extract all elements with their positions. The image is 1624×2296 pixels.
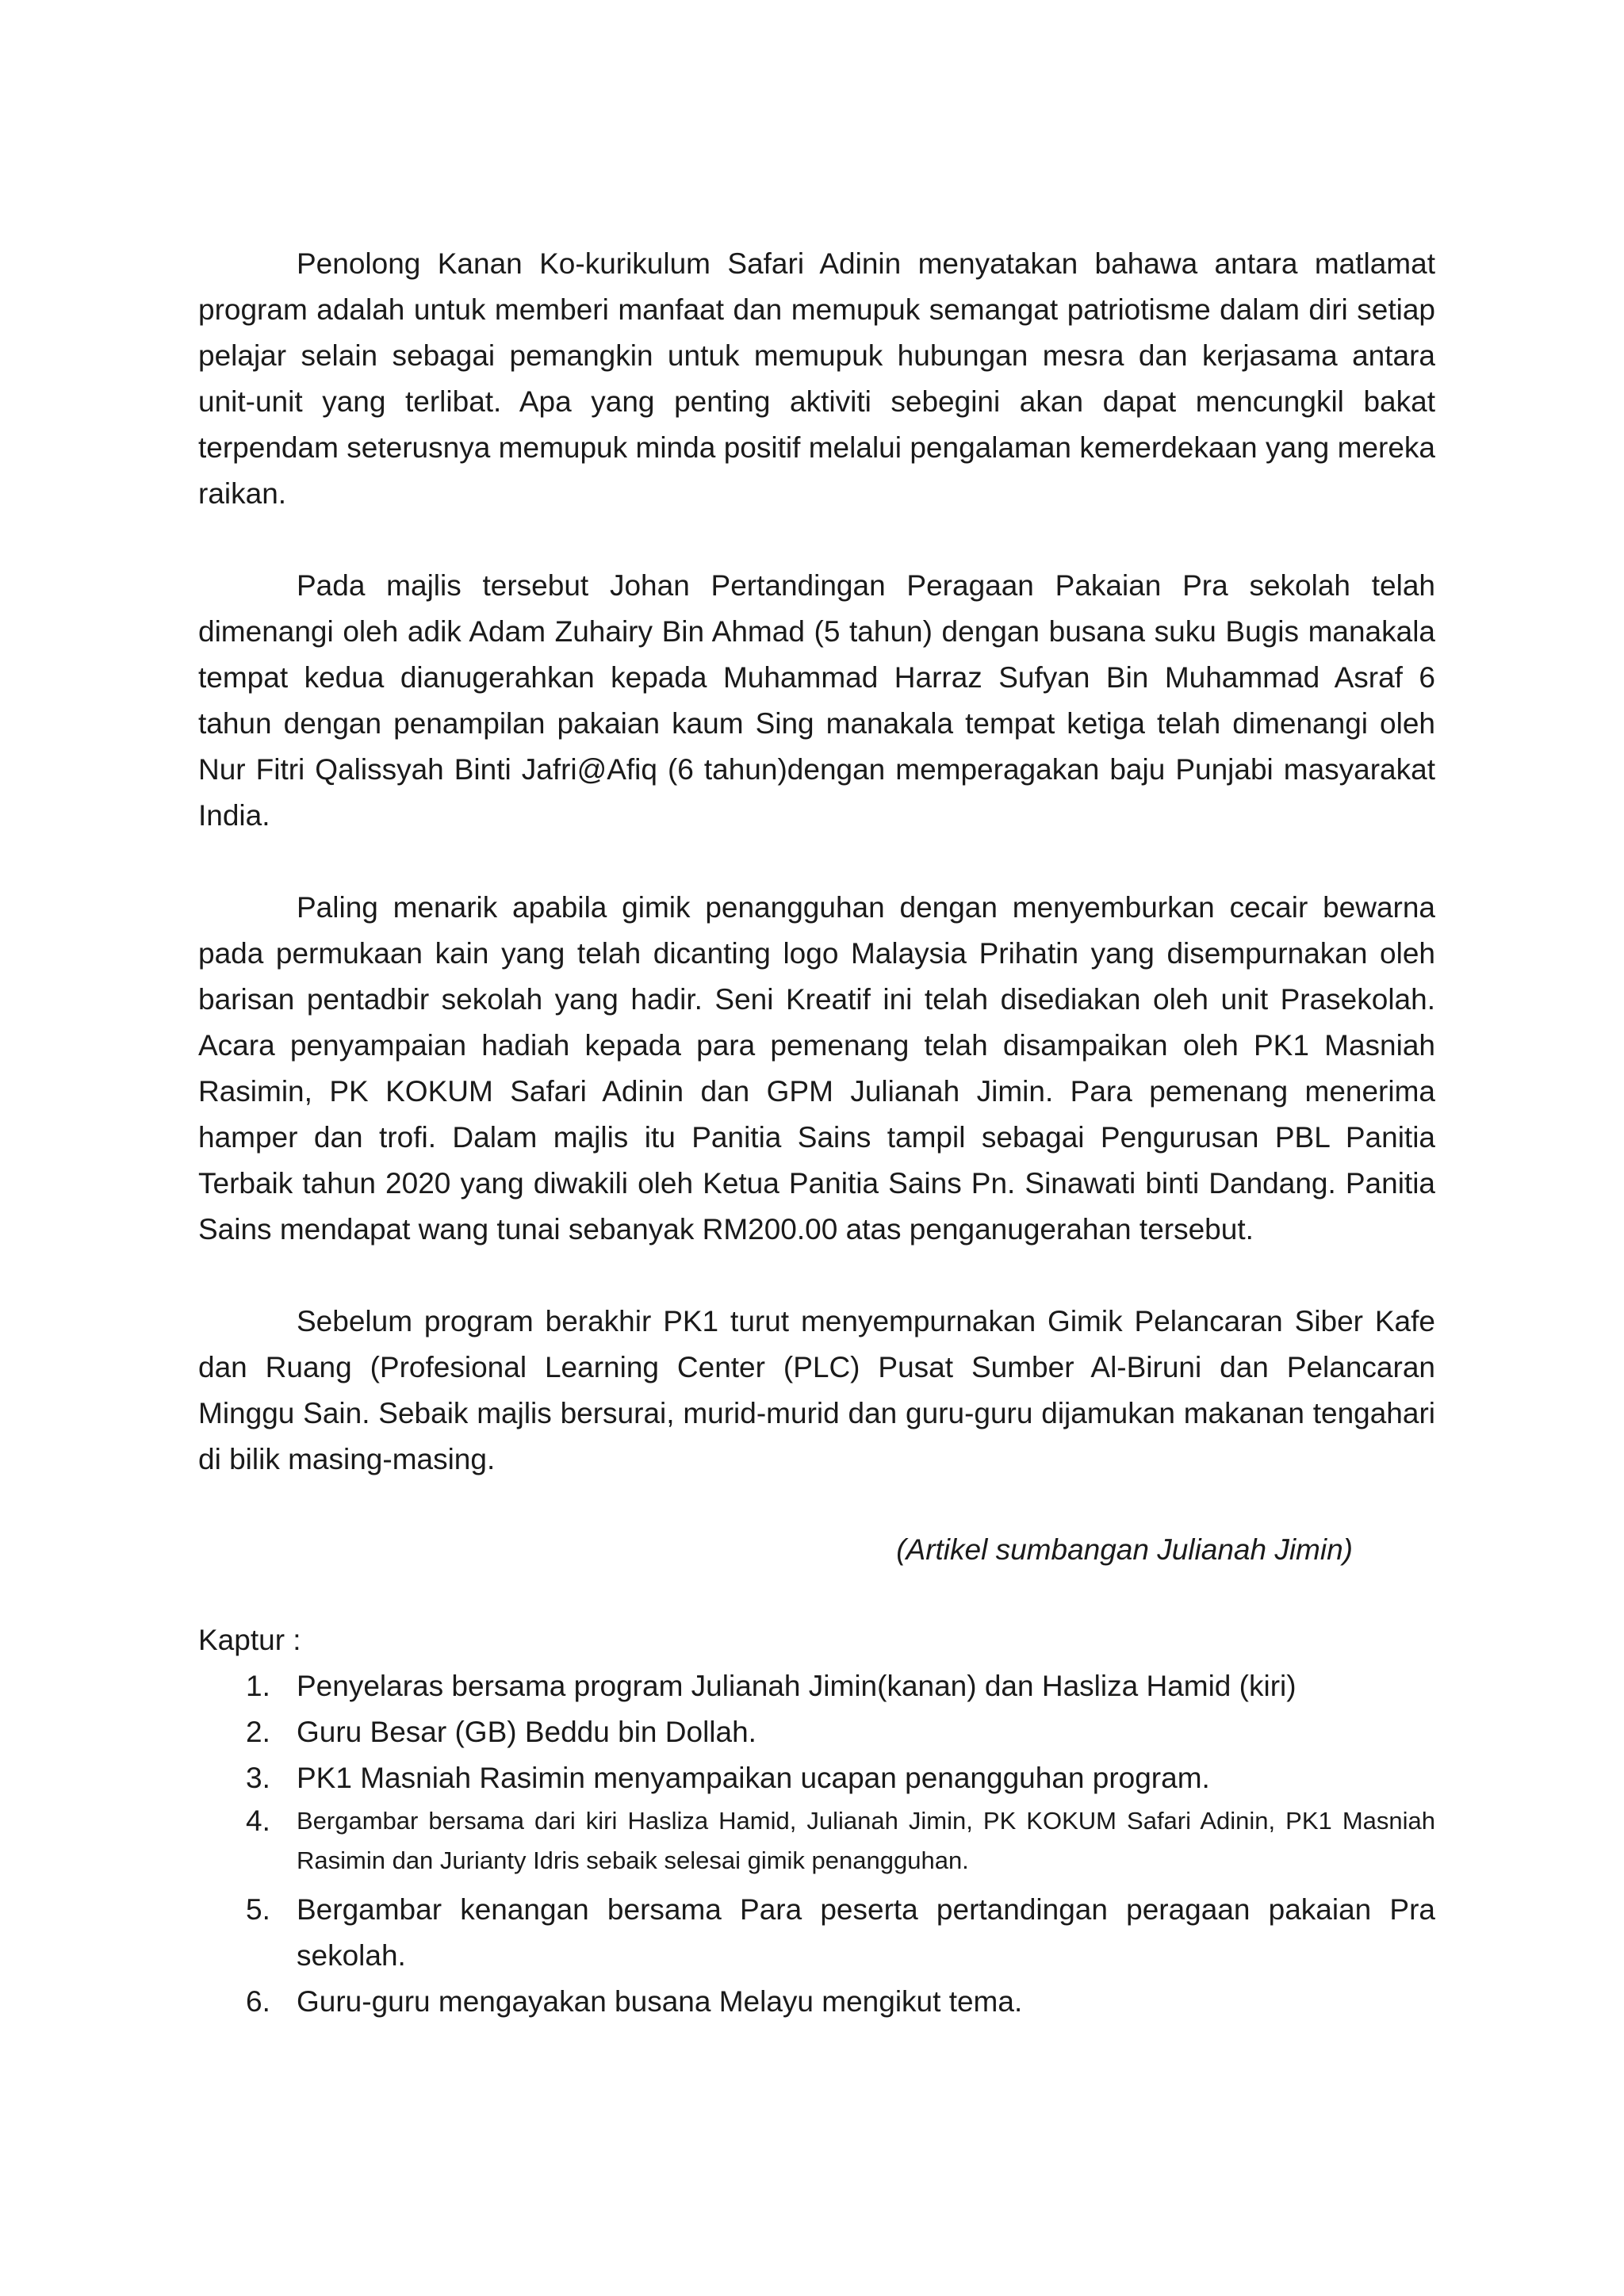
caption-text: Bergambar kenangan bersama Para peserta pertandingan peragaan pakaian Pra sekolah.	[297, 1893, 1435, 1972]
caption-number: 5.	[246, 1893, 270, 1926]
caption-item-5	[198, 1887, 1435, 1979]
caption-number: 3.	[246, 1762, 270, 1794]
caption-text: PK1 Masniah Rasimin menyampaikan ucapan penangguhan program.	[297, 1762, 1210, 1794]
paragraph-1: Penolong Kanan Ko-kurikulum Safari Adinin menyatakan bahawa antara matlamat program adalah untuk memberi manfaat dan memupuk semangat patriotisme dalam diri setiap pelajar selain sebagai pemangkin untuk memupuk hubungan mesra dan kerjasama antara unit-unit yang terlibat. Apa yang penting aktiviti sebegini akan dapat mencungkil bakat terpendam seterusnya memupuk minda positif melalui pengalaman kemerdekaan yang mereka raikan.	[198, 247, 1435, 510]
caption-text: Bergambar bersama dari kiri Hasliza Hamid, Julianah Jimin, PK KOKUM Safari Adinin, PK1 Masniah Rasimin dan Jurianty Idris sebaik selesai gimik penangguhan.	[297, 1807, 1435, 1874]
paragraph-2: Pada majlis tersebut Johan Pertandingan Peragaan Pakaian Pra sekolah telah dimenangi oleh adik Adam Zuhairy Bin Ahmad (5 tahun) dengan busana suku Bugis manakala tempat kedua dianugerahkan kepada Muhammad Harraz Sufyan Bin Muhammad Asraf 6 tahun dengan penampilan pakaian kaum Sing manakala tempat ketiga telah dimenangi oleh Nur Fitri Qalissyah Binti Jafri@Afiq (6 tahun)dengan memperagakan baju Punjabi masyarakat India.	[198, 569, 1435, 832]
document-page	[198, 241, 1435, 2025]
caption-item-4	[198, 1801, 1435, 1881]
caption-text: Penyelaras bersama program Julianah Jimin(kanan) dan Hasliza Hamid (kiri)	[297, 1670, 1297, 1702]
paragraph-4: Sebelum program berakhir PK1 turut menyempurnakan Gimik Pelancaran Siber Kafe dan Ruang (Profesional Learning Center (PLC) Pusat Sumber Al-Biruni dan Pelancaran Minggu Sain. Sebaik majlis bersurai, murid-murid dan guru-guru dijamukan makanan tengahari di bilik masing-masing.	[198, 1305, 1435, 1475]
caption-label: Kaptur :	[198, 1624, 301, 1656]
caption-item-6	[198, 1979, 1435, 2025]
caption-number: 6.	[246, 1985, 270, 2018]
paragraph-3: Paling menarik apabila gimik penangguhan dengan menyemburkan cecair bewarna pada permukaan kain yang telah dicanting logo Malaysia Prihatin yang disempurnakan oleh barisan pentadbir sekolah yang hadir. Seni Kreatif ini telah disediakan oleh unit Prasekolah. Acara penyampaian hadiah kepada para pemenang telah disampaikan oleh PK1 Masniah Rasimin, PK KOKUM Safari Adinin dan GPM Julianah Jimin. Para pemenang menerima hamper dan trofi. Dalam majlis itu Panitia Sains tampil sebagai Pengurusan PBL Panitia Terbaik tahun 2020 yang diwakili oleh Ketua Panitia Sains Pn. Sinawati binti Dandang. Panitia Sains mendapat wang tunai sebanyak RM200.00 atas penganugerahan tersebut.	[198, 891, 1435, 1246]
caption-text: Guru-guru mengayakan busana Melayu mengikut tema.	[297, 1985, 1023, 2018]
caption-item-3	[198, 1755, 1435, 1801]
caption-item-1	[198, 1663, 1435, 1709]
caption-text: Guru Besar (GB) Beddu bin Dollah.	[297, 1716, 756, 1748]
caption-number: 1.	[246, 1670, 270, 1702]
article-credit: (Artikel sumbangan Julianah Jimin)	[896, 1533, 1353, 1566]
caption-number: 4.	[246, 1804, 270, 1837]
caption-number: 2.	[246, 1716, 270, 1748]
caption-list	[198, 1663, 1435, 2025]
caption-item-2	[198, 1709, 1435, 1755]
